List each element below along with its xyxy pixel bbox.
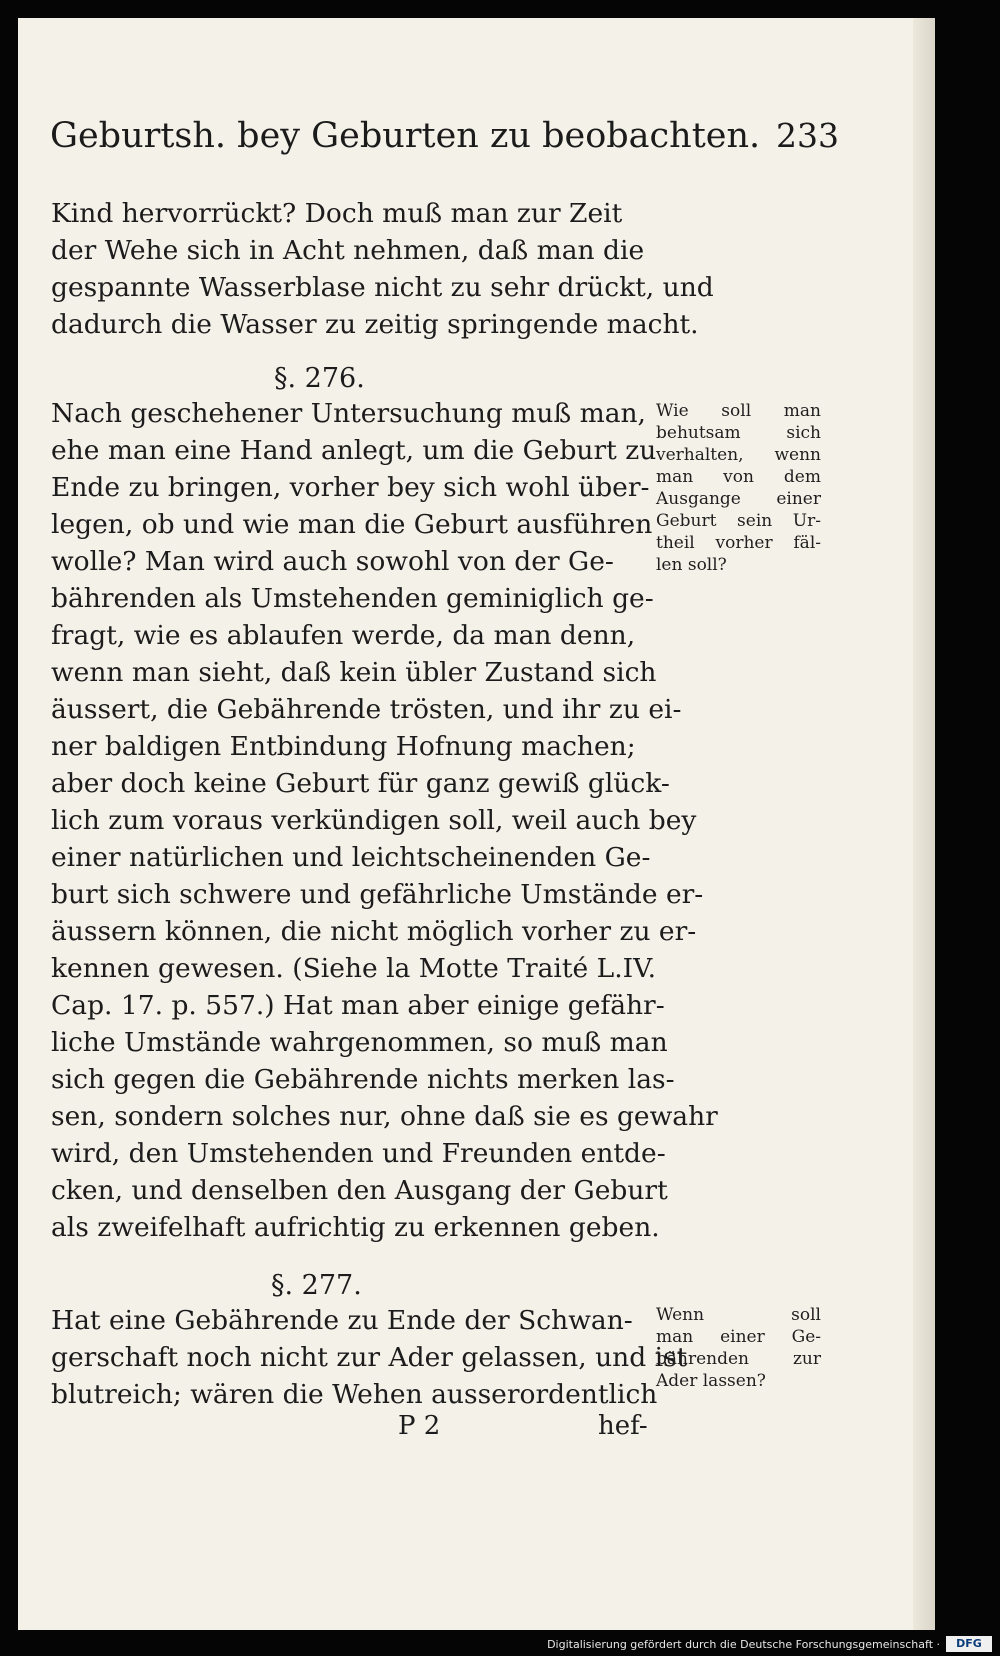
text-line: aber doch keine Geburt für ganz gewiß glück- xyxy=(51,768,670,799)
footer-bar xyxy=(0,1630,1000,1656)
marginal-note-line: len soll? xyxy=(656,555,727,575)
text-line: ner baldigen Entbindung Hofnung machen; xyxy=(51,731,636,762)
text-line: bährenden als Umstehenden geminiglich ge- xyxy=(51,583,654,614)
text-line: wolle? Man wird auch sowohl von der Ge- xyxy=(51,546,614,577)
text-line: einer natürlichen und leichtscheinenden Ge- xyxy=(51,842,651,873)
text-line: gespannte Wasserblase nicht zu sehr drückt, und xyxy=(51,272,714,303)
text-line: Ende zu bringen, vorher bey sich wohl über- xyxy=(51,472,650,503)
page-binding-edge xyxy=(913,18,935,1630)
text-line: als zweifelhaft aufrichtig zu erkennen geben. xyxy=(51,1212,660,1243)
funding-credit: Digitalisierung gefördert durch die Deutsche Forschungsgemeinschaft · xyxy=(547,1638,940,1651)
text-line: liche Umstände wahrgenommen, so muß man xyxy=(51,1027,668,1058)
text-line: ehe man eine Hand anlegt, um die Geburt zu xyxy=(51,435,657,466)
marginal-note-line: Wie soll man xyxy=(656,401,821,421)
marginal-note-line: Ausgange einer xyxy=(656,489,821,509)
text-line: burt sich schwere und gefährliche Umstände er- xyxy=(51,879,704,910)
section-heading-277: §. 277. xyxy=(271,1270,362,1301)
text-line: gerschaft noch nicht zur Ader gelassen, und ist xyxy=(51,1342,688,1373)
marginal-note-line: theil vorher fäl- xyxy=(656,533,821,553)
marginal-note-line: bährenden zur xyxy=(656,1349,821,1369)
text-line: äussern können, die nicht möglich vorher zu er- xyxy=(51,916,697,947)
section-heading-276: §. 276. xyxy=(274,363,365,394)
marginal-note-line: Ader lassen? xyxy=(656,1371,766,1391)
page-number: 233 xyxy=(776,116,839,155)
running-head: Geburtsh. bey Geburten zu beobachten. xyxy=(50,116,761,156)
page-header xyxy=(50,116,839,176)
book-page xyxy=(18,18,935,1630)
catchword: hef- xyxy=(598,1411,648,1441)
marginal-note-line: man von dem xyxy=(656,467,821,487)
text-line: wenn man sieht, daß kein übler Zustand sich xyxy=(51,657,657,688)
text-line: äussert, die Gebährende trösten, und ihr zu ei- xyxy=(51,694,682,725)
marginal-note-line: verhalten, wenn xyxy=(656,445,821,465)
text-line: wird, den Umstehenden und Freunden entde- xyxy=(51,1138,666,1169)
marginal-note-line: behutsam sich xyxy=(656,423,821,443)
text-line: sich gegen die Gebährende nichts merken las- xyxy=(51,1064,675,1095)
text-line: cken, und denselben den Ausgang der Geburt xyxy=(51,1175,668,1206)
text-line: Hat eine Gebährende zu Ende der Schwan- xyxy=(51,1305,633,1336)
dfg-logo: DFG xyxy=(946,1636,992,1652)
text-line: fragt, wie es ablaufen werde, da man denn, xyxy=(51,620,636,651)
text-line: dadurch die Wasser zu zeitig springende macht. xyxy=(51,309,699,340)
text-line: Kind hervorrückt? Doch muß man zur Zeit xyxy=(51,198,623,229)
marginal-note-line: Geburt sein Ur- xyxy=(656,511,821,531)
text-line: Cap. 17. p. 557.) Hat man aber einige gefähr- xyxy=(51,990,665,1021)
marginal-note-line: man einer Ge- xyxy=(656,1327,821,1347)
text-line: blutreich; wären die Wehen ausserordentlich xyxy=(51,1379,658,1410)
marginal-note-line: Wenn soll xyxy=(656,1305,821,1325)
text-line: Nach geschehener Untersuchung muß man, xyxy=(51,398,646,429)
text-line: kennen gewesen. (Siehe la Motte Traité L.IV. xyxy=(51,953,657,984)
text-line: der Wehe sich in Acht nehmen, daß man die xyxy=(51,235,645,266)
text-line: legen, ob und wie man die Geburt ausführen xyxy=(51,509,653,540)
text-line: lich zum voraus verkündigen soll, weil auch bey xyxy=(51,805,697,836)
signature-mark: P 2 xyxy=(398,1411,441,1441)
text-line: sen, sondern solches nur, ohne daß sie es gewahr xyxy=(51,1101,718,1132)
